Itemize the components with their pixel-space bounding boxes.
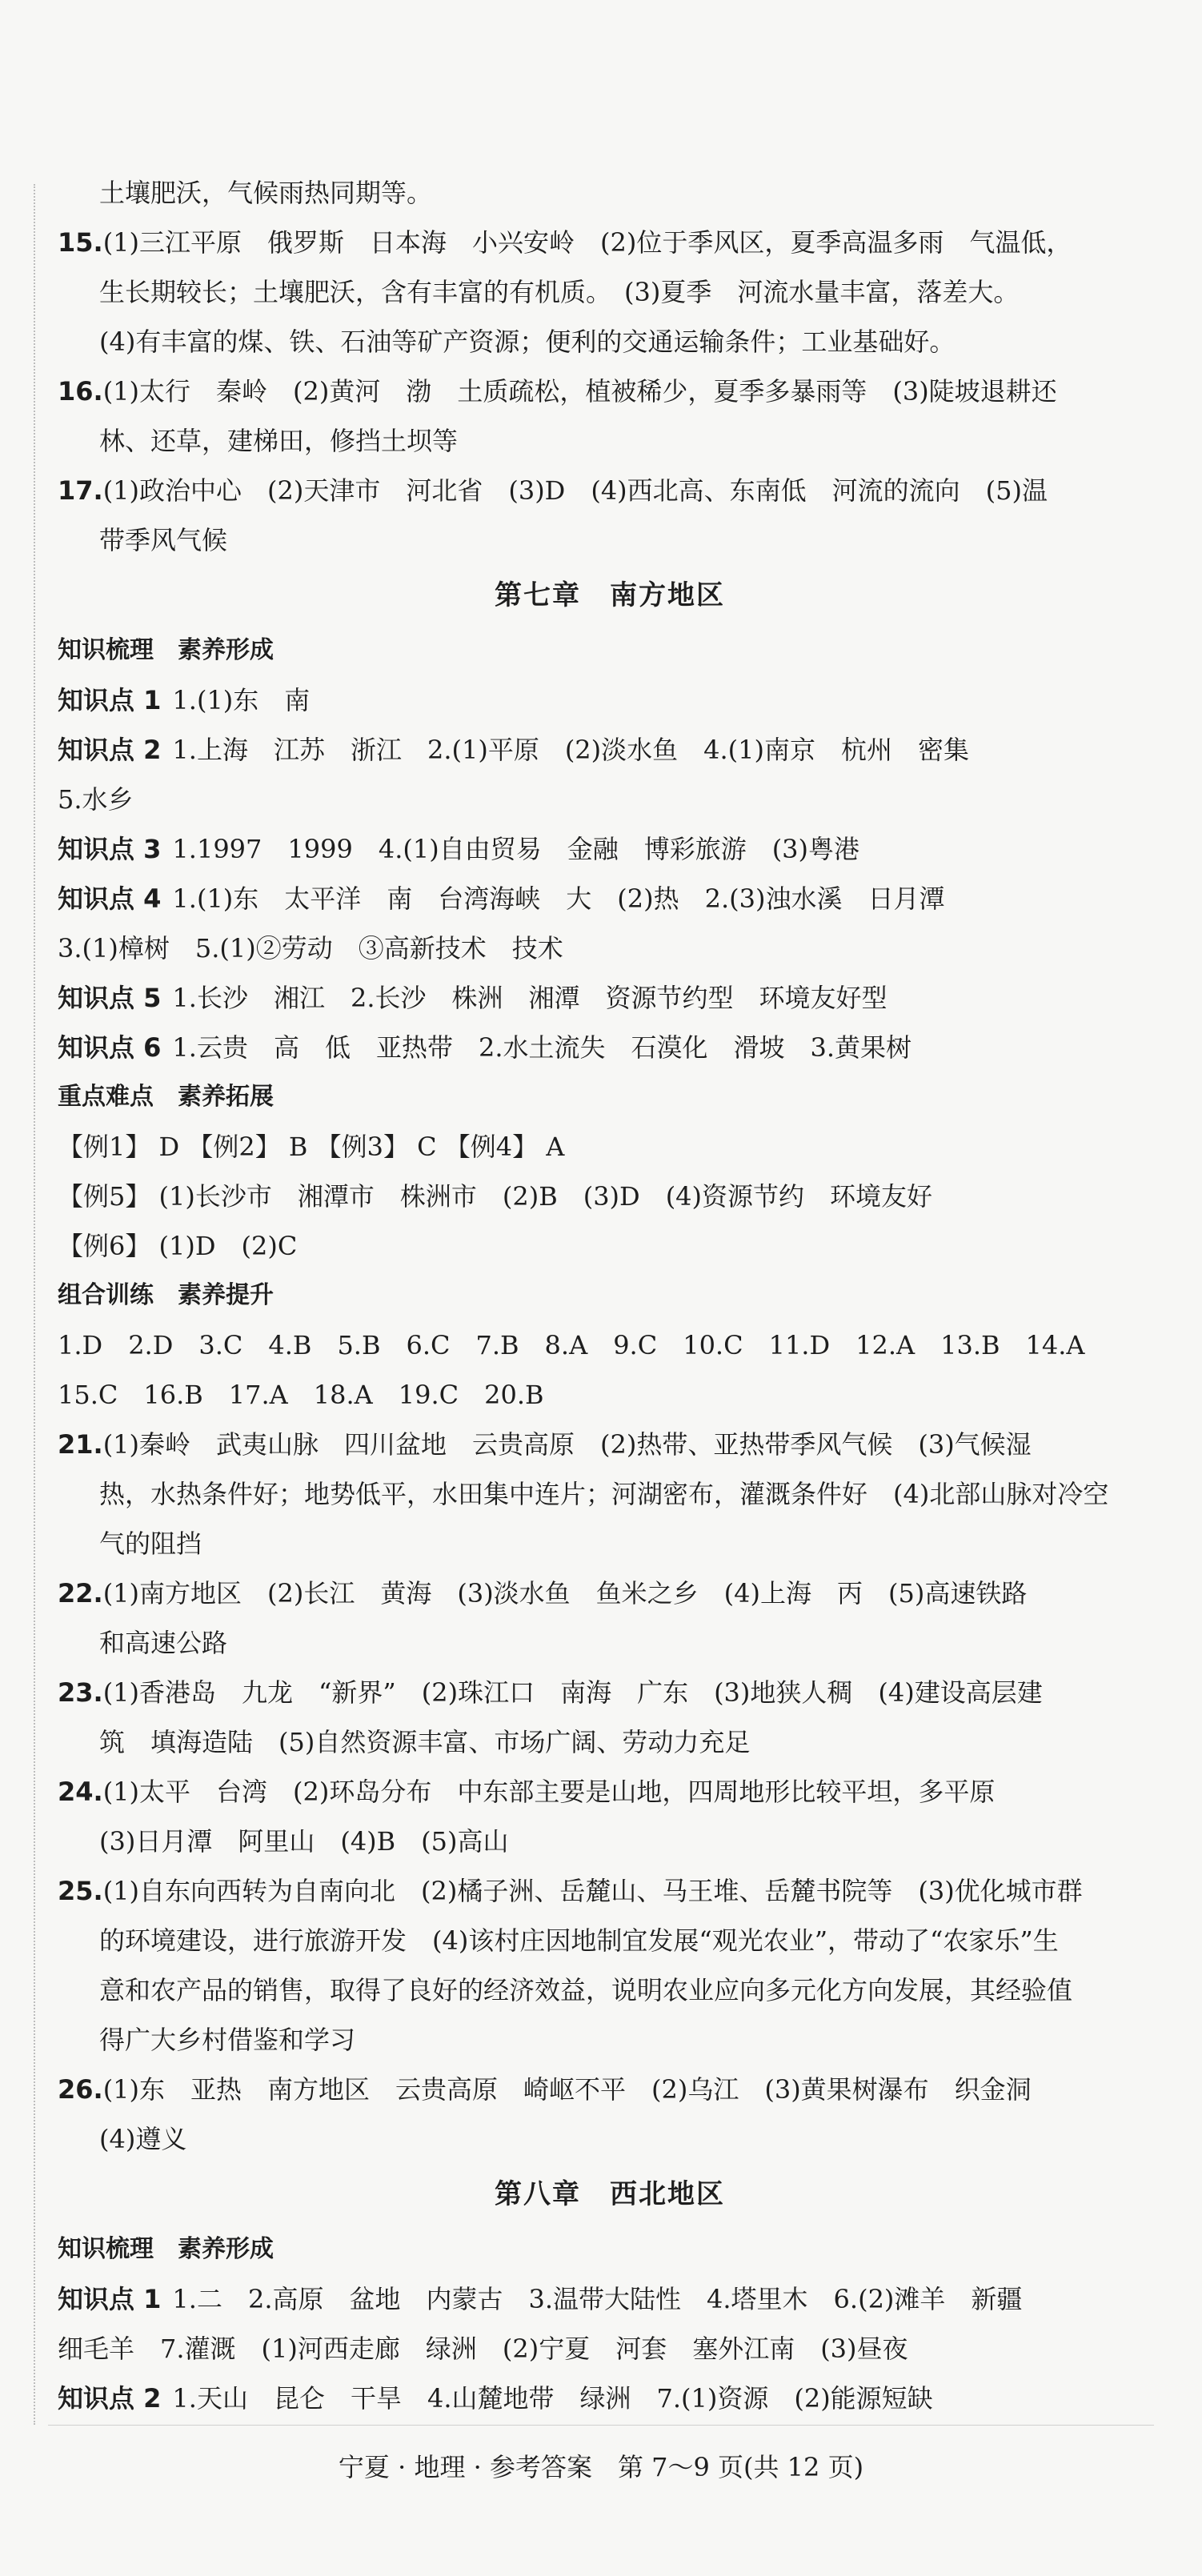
knowledge-point-label: 知识点 5 [58, 983, 162, 1013]
answer-content [58, 168, 1162, 2423]
continuation-line: 带季风气候 [99, 525, 228, 555]
answer-line: 15.C 16.B 17.A 18.A 19.C 20.B [58, 1380, 544, 1410]
question-number: 24. [58, 1777, 103, 1807]
continuation-line: 气的阻挡 [99, 1528, 202, 1559]
question-number: 25. [58, 1876, 103, 1906]
continuation-line: 得广大乡村借鉴和学习 [99, 2025, 356, 2055]
question-number: 16. [58, 376, 103, 407]
knowledge-point-answer: 1.长沙 湘江 2.长沙 株洲 湘潭 资源节约型 环境友好型 [172, 983, 887, 1013]
question-answer: (1)自东向西转为自南向北 (2)橘子洲、岳麓山、马王堆、岳麓书院等 (3)优化城市群 [102, 1876, 1083, 1906]
knowledge-point-line [58, 2274, 1162, 2324]
continuation-line: (4)遵义 [99, 2124, 187, 2154]
question-number: 21. [58, 1429, 103, 1460]
question-line [58, 367, 1162, 416]
question-line [58, 218, 1162, 267]
question-line [58, 1668, 1162, 1717]
question-answer: (1)太行 秦岭 (2)黄河 渤 土质疏松，植被稀少，夏季多暴雨等 (3)陡坡退耕还 [102, 376, 1057, 407]
knowledge-point-label: 知识点 1 [58, 2284, 162, 2314]
knowledge-point-label: 知识点 1 [58, 685, 162, 715]
knowledge-point-line [58, 1023, 1162, 1072]
knowledge-point-line [58, 725, 1162, 775]
question-answer: (1)秦岭 武夷山脉 四川盆地 云贵高原 (2)热带、亚热带季风气候 (3)气候湿 [102, 1429, 1032, 1460]
question-number: 17. [58, 475, 103, 506]
knowledge-point-answer: 1.上海 江苏 浙江 2.(1)平原 (2)淡水鱼 4.(1)南京 杭州 密集 [172, 735, 970, 765]
question-number: 22. [58, 1578, 103, 1608]
answer-line: 5.水乡 [58, 784, 134, 815]
answer-line: 3.(1)樟树 5.(1)②劳动 ③高新技术 技术 [58, 933, 563, 963]
knowledge-point-answer: 1.(1)东 南 [172, 685, 311, 715]
section-heading: 重点难点 素养拓展 [58, 1083, 274, 1111]
question-answer: (1)东 亚热 南方地区 云贵高原 崎岖不平 (2)乌江 (3)黄果树瀑布 织金洞 [102, 2074, 1032, 2105]
knowledge-point-answer: 1.二 2.高原 盆地 内蒙古 3.温带大陆性 4.塔里木 6.(2)滩羊 新疆 [172, 2284, 1023, 2314]
page-footer: 宁夏 · 地理 · 参考答案 第 7～9 页(共 12 页) [338, 2452, 864, 2482]
question-answer: (1)太平 台湾 (2)环岛分布 中东部主要是山地，四周地形比较平坦，多平原 [102, 1777, 996, 1807]
answer-line: 【例1】 D 【例2】 B 【例3】 C 【例4】 A [58, 1132, 565, 1162]
question-line [58, 1767, 1162, 1817]
knowledge-point-line [58, 824, 1162, 874]
question-line [58, 466, 1162, 515]
section-heading: 知识梳理 素养形成 [58, 2235, 274, 2263]
question-answer: (1)香港岛 九龙 “新界” (2)珠江口 南海 广东 (3)地狭人稠 (4)建设高层建 [102, 1677, 1043, 1708]
footer-rule [48, 2425, 1154, 2426]
continuation-line: 的环境建设，进行旅游开发 (4)该村庄因地制宜发展“观光农业”，带动了“农家乐”生 [99, 1925, 1059, 1956]
continuation-line: 土壤肥沃，气候雨热同期等。 [99, 178, 433, 208]
section-heading: 组合训练 素养提升 [58, 1281, 274, 1309]
answer-line: 细毛羊 7.灌溉 (1)河西走廊 绿洲 (2)宁夏 河套 塞外江南 (3)昼夜 [58, 2334, 908, 2364]
continuation-line: 和高速公路 [99, 1628, 228, 1658]
answer-line: 【例5】 (1)长沙市 湘潭市 株洲市 (2)B (3)D (4)资源节约 环境友好 [58, 1181, 933, 1212]
continuation-line: (3)日月潭 阿里山 (4)B (5)高山 [99, 1826, 509, 1857]
question-number: 23. [58, 1677, 103, 1708]
question-line [58, 1420, 1162, 1469]
chapter-title: 第七章 南方地区 [495, 579, 725, 611]
question-line [58, 2065, 1162, 2114]
knowledge-point-line [58, 973, 1162, 1023]
question-number: 26. [58, 2074, 103, 2105]
knowledge-point-answer: 1.1997 1999 4.(1)自由贸易 金融 博彩旅游 (3)粤港 [172, 834, 860, 864]
answer-line: 1.D 2.D 3.C 4.B 5.B 6.C 7.B 8.A 9.C 10.C 11.D 12.A 13.B 14.A [58, 1330, 1085, 1360]
question-answer: (1)南方地区 (2)长江 黄海 (3)淡水鱼 鱼米之乡 (4)上海 丙 (5)高速铁路 [102, 1578, 1028, 1608]
chapter-title: 第八章 西北地区 [495, 2178, 725, 2210]
knowledge-point-answer: 1.天山 昆仑 干旱 4.山麓地带 绿洲 7.(1)资源 (2)能源短缺 [172, 2383, 933, 2414]
binding-rule [34, 184, 35, 2425]
question-line [58, 1866, 1162, 1916]
section-heading: 知识梳理 素养形成 [58, 636, 274, 664]
knowledge-point-line [58, 874, 1162, 923]
question-answer: (1)政治中心 (2)天津市 河北省 (3)D (4)西北高、东南低 河流的流向 (5)温 [102, 475, 1048, 506]
knowledge-point-line [58, 675, 1162, 725]
knowledge-point-label: 知识点 4 [58, 883, 162, 914]
question-line [58, 1568, 1162, 1618]
knowledge-point-label: 知识点 6 [58, 1032, 162, 1063]
continuation-line: 筑 填海造陆 (5)自然资源丰富、市场广阔、劳动力充足 [99, 1727, 751, 1757]
continuation-line: 生长期较长；土壤肥沃，含有丰富的有机质。 (3)夏季 河流水量丰富，落差大。 [99, 277, 1020, 307]
question-answer: (1)三江平原 俄罗斯 日本海 小兴安岭 (2)位于季风区，夏季高温多雨 气温低， [102, 227, 1072, 258]
knowledge-point-label: 知识点 3 [58, 834, 162, 864]
question-number: 15. [58, 227, 103, 258]
continuation-line: 林、还草，建梯田，修挡土坝等 [99, 426, 459, 456]
continuation-line: (4)有丰富的煤、铁、石油等矿产资源；便利的交通运输条件；工业基础好。 [99, 327, 956, 357]
knowledge-point-answer: 1.(1)东 太平洋 南 台湾海峡 大 (2)热 2.(3)浊水溪 日月潭 [172, 883, 945, 914]
knowledge-point-label: 知识点 2 [58, 735, 162, 765]
knowledge-point-label: 知识点 2 [58, 2383, 162, 2414]
knowledge-point-line [58, 2374, 1162, 2423]
continuation-line: 意和农产品的销售，取得了良好的经济效益，说明农业应向多元化方向发展，其经验值 [99, 1975, 1073, 2005]
answer-line: 【例6】 (1)D (2)C [58, 1231, 298, 1261]
knowledge-point-answer: 1.云贵 高 低 亚热带 2.水土流失 石漠化 滑坡 3.黄果树 [172, 1032, 912, 1063]
continuation-line: 热，水热条件好；地势低平，水田集中连片；河湖密布，灌溉条件好 (4)北部山脉对冷空 [99, 1479, 1109, 1509]
